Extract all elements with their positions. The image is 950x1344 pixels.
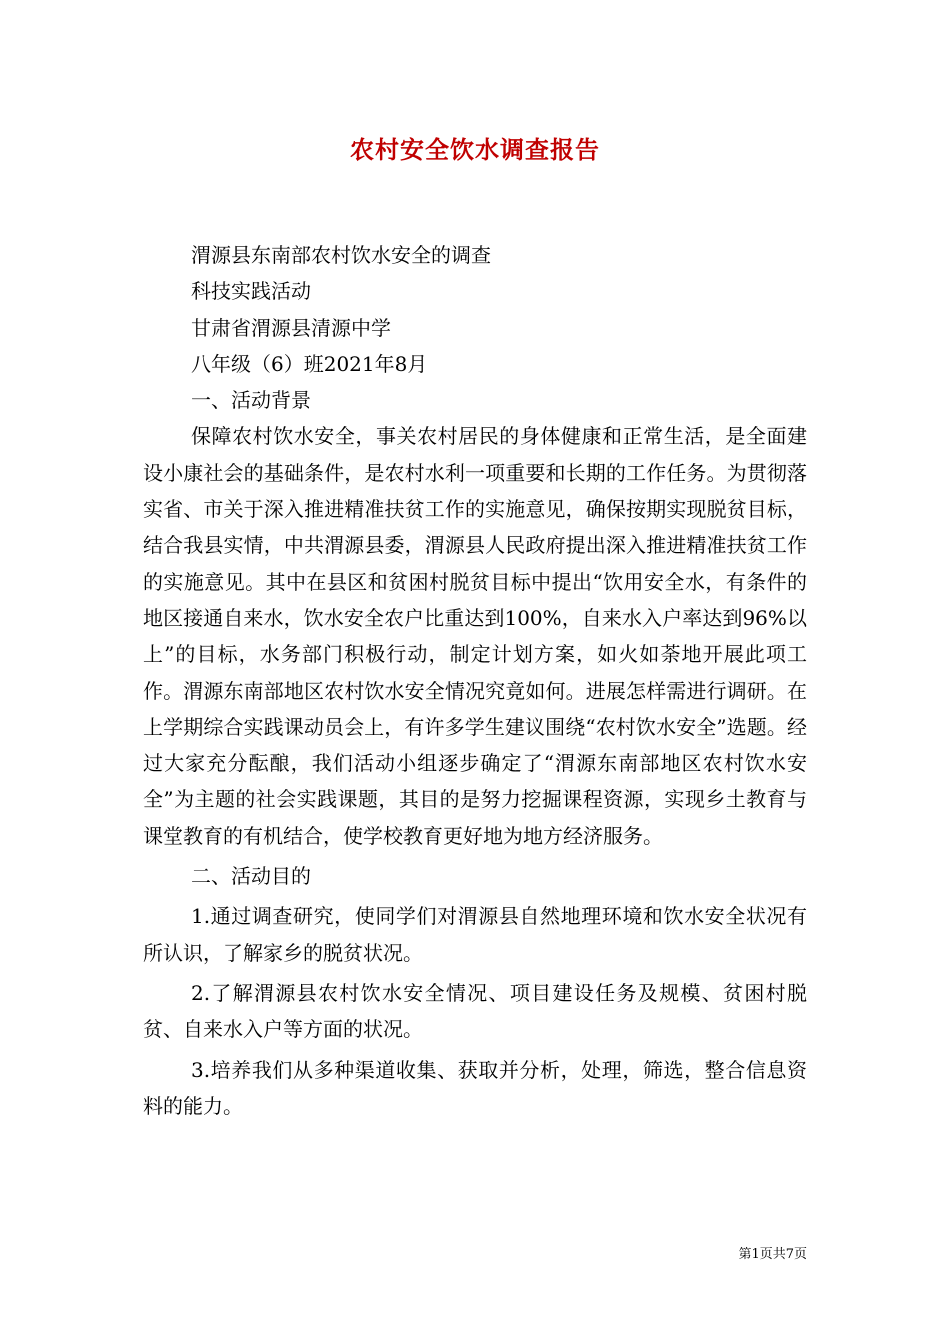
paragraph-purpose-3: 3.培养我们从多种渠道收集、获取并分析，处理，筛选，整合信息资料的能力。 bbox=[143, 1057, 807, 1118]
section-heading-purpose: 二、活动目的 bbox=[191, 864, 311, 889]
document-title: 农村安全饮水调查报告 bbox=[350, 135, 600, 164]
section-heading-background: 一、活动背景 bbox=[191, 388, 311, 413]
paragraph-subtitle: 渭源县东南部农村饮水安全的调查 bbox=[191, 243, 491, 267]
document-body bbox=[143, 237, 807, 1124]
paragraph-purpose-2: 2.了解渭源县农村饮水安全情况、项目建设任务及规模、贫困村脱贫、自来水入户等方面的状况。 bbox=[143, 980, 807, 1042]
paragraph-background: 保障农村饮水安全，事关农村居民的身体健康和正常生活，是全面建设小康社会的基础条件，是农村水利一项重要和长期的工作任务。为贯彻落实省、市关于深入推进精准扶贫工作的实施意见，确保按期实现脱贫目标，结合我县实情，中共渭源县委，渭源县人民政府提出深入推进精准扶贫工作的实施意见。其中在县区和贫困村脱贫目标中提出“饮用安全水，有条件的地区接通自来水，饮水安全农户比重达到100%，自来水入户率达到96%以上”的目标，水务部门积极行动，制定计划方案，如火如荼地开展此项工作。渭源东南部地区农村饮水安全情况究竟如何。进展怎样需进行调研。在上学期综合实践课动员会上，有许多学生建议围绕“农村饮水安全”选题。经过大家充分酝酿，我们活动小组逐步确定了“渭源东南部地区农村饮水安全”为主题的社会实践课题，其目的是努力挖掘课程资源，实现乡土教育与课堂教育的有机结合，使学校教育更好地为地方经济服务。 bbox=[143, 424, 807, 848]
page-number-footer: 第1页共7页 bbox=[738, 1247, 807, 1262]
paragraph-purpose-1: 1.通过调查研究，使同学们对渭源县自然地理环境和饮水安全状况有所认识，了解家乡的脱贫状况。 bbox=[143, 904, 807, 965]
paragraph-school: 甘肃省渭源县清源中学 bbox=[191, 315, 391, 340]
paragraph-activity-type: 科技实践活动 bbox=[191, 279, 311, 304]
paragraph-class-date: 八年级（6）班2021年8月 bbox=[191, 351, 428, 376]
